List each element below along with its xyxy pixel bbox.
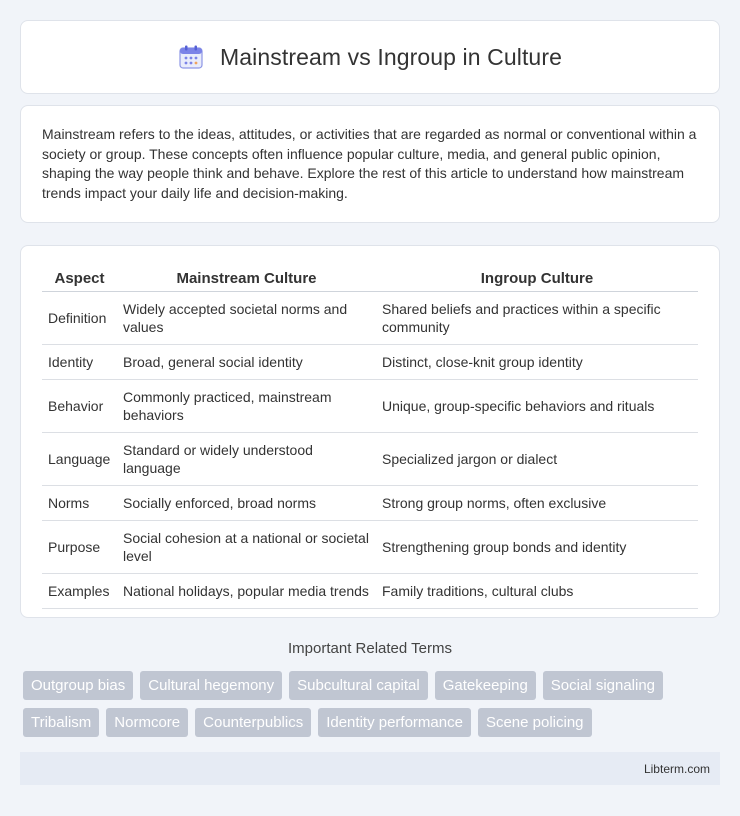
table-row [42, 574, 698, 609]
title-card [20, 20, 720, 94]
intro-card [20, 105, 720, 223]
mainstream-cell: Standard or widely understood language [117, 433, 376, 486]
ingroup-cell: Specialized jargon or dialect [376, 433, 698, 486]
related-terms-list [23, 671, 723, 737]
mainstream-cell: Broad, general social identity [117, 345, 376, 380]
aspect-cell: Language [42, 433, 117, 486]
column-header-ingroup: Ingroup Culture [376, 266, 698, 292]
calendar-icon [178, 44, 204, 70]
mainstream-cell: Commonly practiced, mainstream behaviors [117, 380, 376, 433]
ingroup-cell: Unique, group-specific behaviors and rituals [376, 380, 698, 433]
related-terms-heading: Important Related Terms [288, 640, 452, 657]
ingroup-cell: Distinct, close-knit group identity [376, 345, 698, 380]
aspect-cell: Definition [42, 292, 117, 345]
related-term-tag[interactable]: Identity performance [318, 708, 471, 737]
related-term-tag[interactable]: Normcore [106, 708, 188, 737]
table-row [42, 433, 698, 486]
table-row [42, 486, 698, 521]
table-row [42, 380, 698, 433]
mainstream-cell: Social cohesion at a national or societal level [117, 521, 376, 574]
aspect-cell: Examples [42, 574, 117, 609]
aspect-cell: Norms [42, 486, 117, 521]
related-term-tag[interactable]: Tribalism [23, 708, 99, 737]
ingroup-cell: Shared beliefs and practices within a specific community [376, 292, 698, 345]
aspect-cell: Behavior [42, 380, 117, 433]
table-row [42, 292, 698, 345]
aspect-cell: Identity [42, 345, 117, 380]
ingroup-cell: Strong group norms, often exclusive [376, 486, 698, 521]
aspect-cell: Purpose [42, 521, 117, 574]
table-row [42, 345, 698, 380]
intro-paragraph: Mainstream refers to the ideas, attitudes, or activities that are regarded as normal or conventional within a society or group. These concepts often influence popular culture, media, and general public opinion, shaping the way people think and behave. Explore the rest of this article to understand how mainstream trends impact your daily life and decision-making. [42, 126, 697, 201]
comparison-card [20, 245, 720, 618]
related-term-tag[interactable]: Outgroup bias [23, 671, 133, 700]
related-term-tag[interactable]: Counterpublics [195, 708, 311, 737]
table-header-row [42, 266, 698, 292]
footer-bar [20, 752, 720, 785]
footer-brand-link[interactable]: Libterm.com [643, 761, 710, 776]
comparison-table [42, 266, 698, 609]
mainstream-cell: National holidays, popular media trends [117, 574, 376, 609]
related-term-tag[interactable]: Social signaling [543, 671, 663, 700]
mainstream-cell: Socially enforced, broad norms [117, 486, 376, 521]
column-header-mainstream: Mainstream Culture [117, 266, 376, 292]
ingroup-cell: Family traditions, cultural clubs [376, 574, 698, 609]
related-term-tag[interactable]: Subcultural capital [289, 671, 428, 700]
page-title: Mainstream vs Ingroup in Culture [220, 43, 562, 70]
ingroup-cell: Strengthening group bonds and identity [376, 521, 698, 574]
related-term-tag[interactable]: Scene policing [478, 708, 592, 737]
mainstream-cell: Widely accepted societal norms and values [117, 292, 376, 345]
related-term-tag[interactable]: Gatekeeping [435, 671, 536, 700]
related-term-tag[interactable]: Cultural hegemony [140, 671, 282, 700]
table-row [42, 521, 698, 574]
column-header-aspect: Aspect [42, 266, 117, 292]
